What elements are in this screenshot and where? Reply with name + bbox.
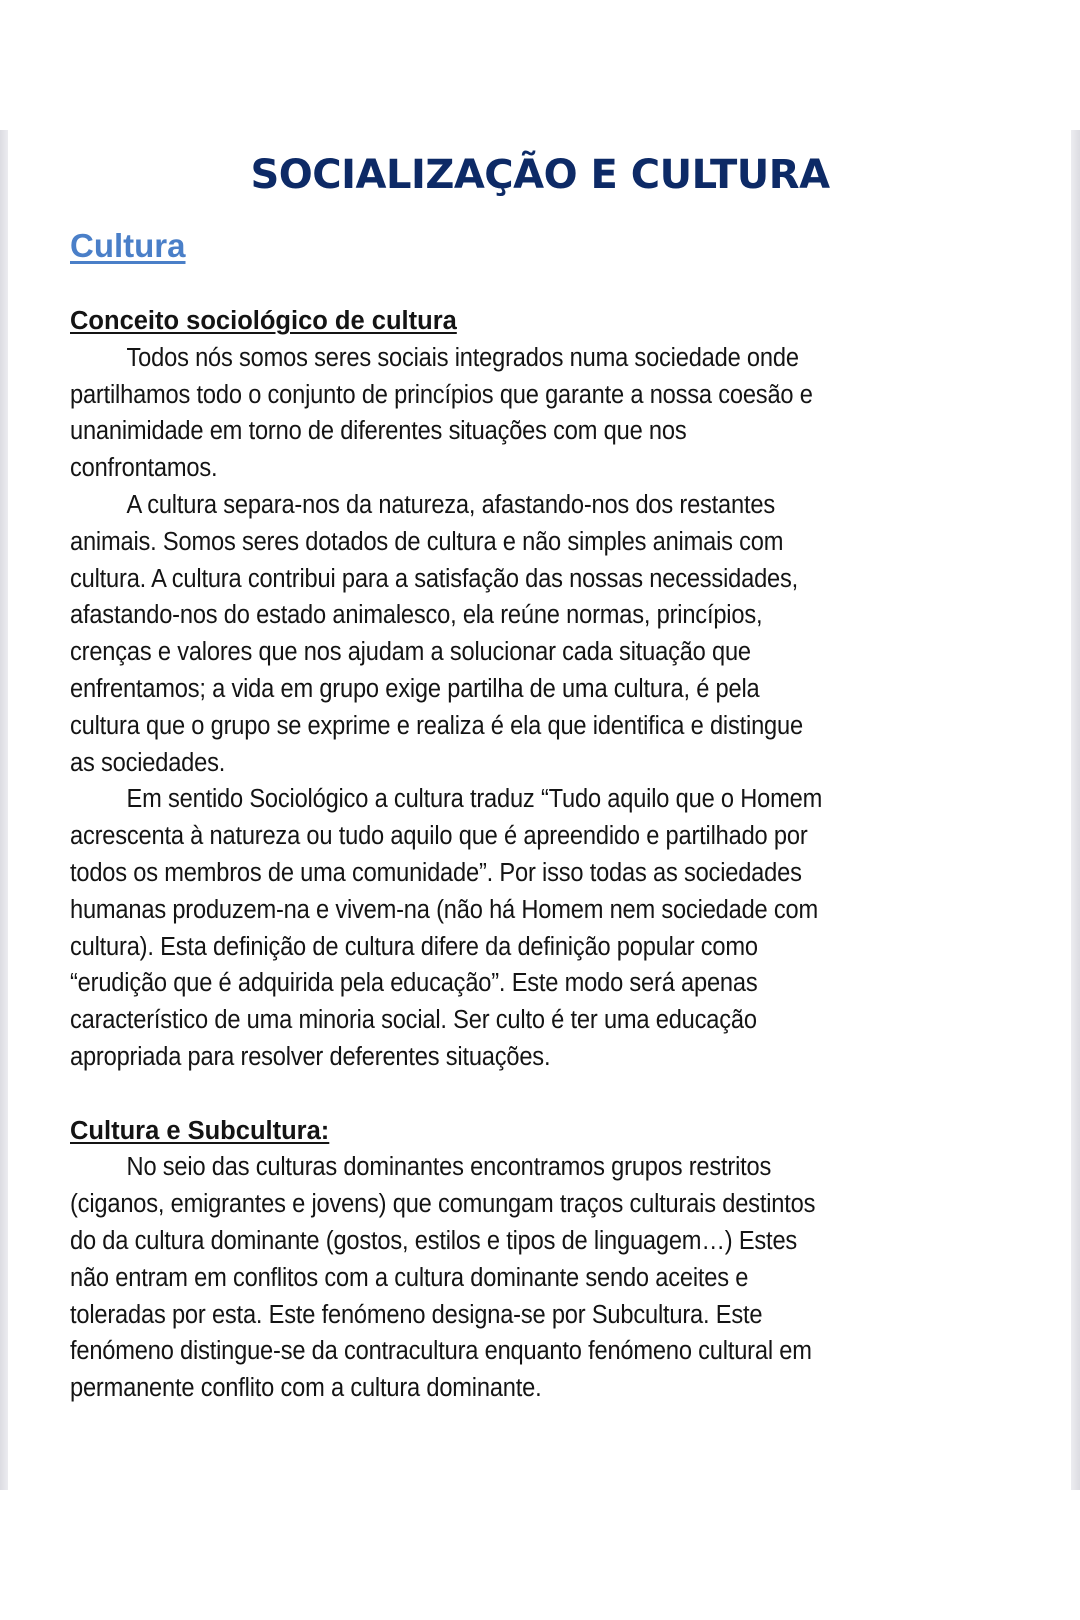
text-line: do da cultura dominante (gostos, estilos e tipos de linguagem…) Estes <box>70 1226 798 1255</box>
text-line: acrescenta à natureza ou tudo aquilo que é apreendido e partilhado por <box>70 822 808 851</box>
document-title: SOCIALIZAÇÃO E CULTURA <box>250 152 830 198</box>
paragraph <box>70 781 1030 1075</box>
text-line: partilhamos todo o conjunto de princípios que garante a nossa coesão e <box>70 380 813 409</box>
paragraph <box>70 340 1030 487</box>
section-heading-cultura: Cultura <box>70 227 186 264</box>
paragraph <box>70 1149 1030 1407</box>
text-line: A cultura separa-nos da natureza, afastando-nos dos restantes <box>126 490 775 519</box>
text-line: crenças e valores que nos ajudam a solucionar cada situação que <box>70 638 751 667</box>
text-line: característico de uma minoria social. Ser culto é ter uma educação <box>70 1006 757 1035</box>
text-line: todos os membros de uma comunidade”. Por isso todas as sociedades <box>70 858 802 887</box>
text-line: animais. Somos seres dotados de cultura e não simples animais com <box>70 527 784 556</box>
page-edge-left <box>0 130 8 1490</box>
text-line: toleradas por esta. Este fenómeno designa-se por Subcultura. Este <box>70 1300 763 1329</box>
text-line: cultura que o grupo se exprime e realiza é ela que identifica e distingue <box>70 711 803 740</box>
text-line: fenómeno distingue-se da contracultura enquanto fenómeno cultural em <box>70 1337 812 1366</box>
text-line: afastando-nos do estado animalesco, ela reúne normas, princípios, <box>70 601 763 630</box>
text-line: Em sentido Sociológico a cultura traduz “Tudo aquilo que o Homem <box>126 785 823 814</box>
page-edge-right <box>1071 130 1080 1490</box>
document-body <box>70 303 1030 1407</box>
text-line: não entram em conflitos com a cultura dominante sendo aceites e <box>70 1263 749 1292</box>
text-line: cultura). Esta definição de cultura difere da definição popular como <box>70 932 758 961</box>
text-line: confrontamos. <box>70 454 218 483</box>
text-line: enfrentamos; a vida em grupo exige partilha de uma cultura, é pela <box>70 674 760 703</box>
text-line: Todos nós somos seres sociais integrados numa sociedade onde <box>126 343 799 372</box>
text-line: as sociedades. <box>70 748 226 777</box>
text-line: “erudição que é adquirida pela educação”. Este modo será apenas <box>70 969 758 998</box>
blank-line <box>70 1076 1030 1113</box>
paragraph <box>70 487 1030 781</box>
subheading-conceito-sociologico: Conceito sociológico de cultura <box>70 307 457 335</box>
text-line: unanimidade em torno de diferentes situações com que nos <box>70 417 687 446</box>
text-line: cultura. A cultura contribui para a satisfação das nossas necessidades, <box>70 564 799 593</box>
text-line: permanente conflito com a cultura dominante. <box>70 1374 542 1403</box>
text-line: apropriada para resolver deferentes situações. <box>70 1042 551 1071</box>
subheading-cultura-subcultura: Cultura e Subcultura: <box>70 1116 330 1145</box>
text-line: No seio das culturas dominantes encontramos grupos restritos <box>126 1153 772 1182</box>
text-line: humanas produzem-na e vivem-na (não há Homem nem sociedade com <box>70 895 819 924</box>
text-line: (ciganos, emigrantes e jovens) que comungam traços culturais destintos <box>70 1190 816 1219</box>
